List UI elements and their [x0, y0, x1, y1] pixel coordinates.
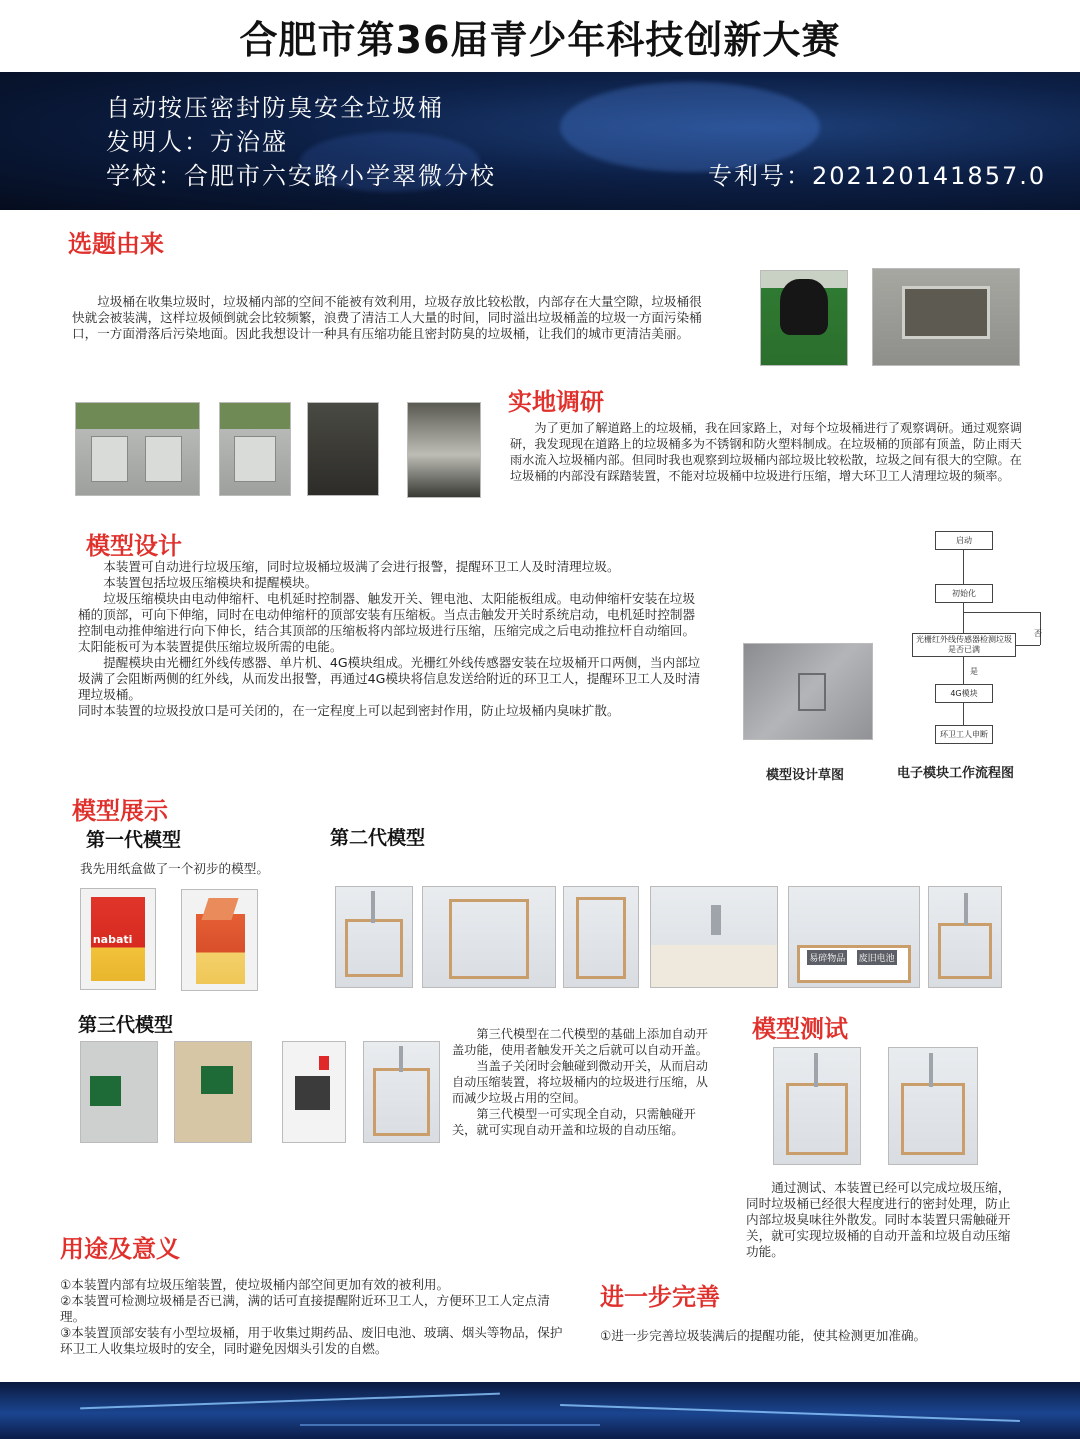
- photo-design-sketch: [743, 643, 873, 740]
- section-heading-testing: 模型测试: [752, 1015, 848, 1043]
- caption-flowchart: 电子模块工作流程图: [897, 766, 1015, 781]
- photo-gen2-1: [335, 886, 413, 988]
- design-text: [78, 559, 706, 719]
- testing-text: [746, 1180, 1014, 1260]
- flow-init: 初始化: [935, 584, 993, 603]
- photo-gen2-5: [788, 886, 920, 988]
- inventor: 发明人：方治盛: [106, 128, 288, 156]
- photo-street-bins: [75, 402, 200, 496]
- photo-gen2-3: [563, 886, 639, 988]
- gen1-heading: 第一代模型: [86, 829, 182, 851]
- gen3-heading: 第三代模型: [78, 1014, 174, 1036]
- design-paragraph: 本装置可自动进行垃圾压缩，同时垃圾桶垃圾满了会进行报警，提醒环卫工人及时清理垃圾。: [103, 559, 620, 574]
- school: 学校：合肥市六安路小学翠微分校: [106, 162, 496, 190]
- flow-notify: 环卫工人申断: [935, 725, 993, 744]
- header-banner: [0, 72, 1080, 210]
- section-heading-improvement: 进一步完善: [600, 1283, 720, 1311]
- flow-4g-module: 4G模块: [935, 684, 993, 703]
- project-name: 自动按压密封防臭安全垃圾桶: [106, 94, 444, 122]
- photo-gen1-box: [80, 888, 156, 990]
- photo-gen2-4: [650, 886, 778, 988]
- photo-test-2: [888, 1047, 978, 1165]
- gen1-text: 我先用纸盒做了一个初步的模型。: [80, 861, 269, 876]
- photo-bin-inside: [307, 402, 379, 496]
- photo-steel-bin: [872, 268, 1020, 366]
- photo-street-bin-2: [219, 402, 291, 496]
- photo-label-fragile: 易碎物品: [807, 950, 847, 965]
- photo-gen3-3: [282, 1041, 346, 1143]
- caption-sketch: 模型设计草图: [766, 768, 845, 783]
- flow-check: 光栅红外线传感器检测垃圾是否已满: [912, 633, 1016, 657]
- flow-start: 启动: [935, 531, 993, 550]
- usage-item: ①本装置内部有垃圾压缩装置，使垃圾桶内部空间更加有效的被利用。: [60, 1277, 450, 1292]
- gen3-paragraph: 第三代模型在二代模型的基础上添加自动开盖功能，使用者触发开关之后就可以自动开盖。: [452, 1027, 708, 1057]
- survey-paragraph: 为了更加了解道路上的垃圾桶，我在回家路上，对每个垃圾桶进行了观察调研。通过观察调研，我发现现在道路上的垃圾桶多为不锈钢和防火塑料制成。在垃圾桶的顶部有顶盖，防止雨天雨水流入垃圾桶内部。但同时我也观察到垃圾桶内部垃圾比较松散，垃圾之间有很大的空隙。在垃圾桶的内部没有踩踏装置，不能对垃圾桶中垃圾进行压缩，增大环卫工人清理垃圾的频率。: [510, 421, 1022, 483]
- origin-text: [72, 294, 702, 342]
- patent-number: 专利号：202120141857.0: [708, 162, 1047, 190]
- gen2-heading: 第二代模型: [330, 827, 426, 849]
- usage-item: ②本装置可检测垃圾桶是否已满，满的话可直接提醒附近环卫工人，方便环卫工人定点清理。: [60, 1293, 550, 1324]
- usage-list: [60, 1277, 564, 1357]
- design-paragraph: 本装置包括垃圾压缩模块和提醒模块。: [103, 575, 318, 590]
- poster-title: 合肥市第36届青少年科技创新大赛: [239, 18, 841, 62]
- footer-banner: [0, 1382, 1080, 1439]
- usage-item: ③本装置顶部安装有小型垃圾桶，用于收集过期药品、废旧电池、玻璃、烟头等物品，保护环卫工人收集垃圾时的安全，同时避免因烟头引发的自燃。: [60, 1325, 563, 1356]
- section-heading-origin: 选题由来: [68, 230, 164, 258]
- photo-gen1-box-open: [181, 889, 258, 991]
- survey-text: [510, 420, 1030, 484]
- flow-yes-label: 是: [970, 667, 978, 676]
- photo-green-bin: [760, 270, 848, 366]
- photo-test-1: [773, 1047, 861, 1165]
- photo-label-battery: 废旧电池: [857, 950, 897, 965]
- design-paragraph: 同时本装置的垃圾投放口是可关闭的，在一定程度上可以起到密封作用，防止垃圾桶内臭味扩散。: [78, 703, 620, 718]
- section-heading-survey: 实地调研: [508, 388, 604, 416]
- flow-no-label: 否: [1034, 629, 1042, 638]
- improvement-text: [600, 1328, 1020, 1344]
- origin-paragraph: 垃圾桶在收集垃圾时，垃圾桶内部的空间不能被有效利用，垃圾存放比较松散，内部存在大量空隙，垃圾桶很快就会被装满，这样垃圾倾倒就会比较频繁，浪费了清洁工人大量的时间，同时溢出垃圾桶盖的垃圾一方面污染桶口，一方面滑落后污染地面。因此我想设计一种具有压缩功能且密封防臭的垃圾桶，让我们的城市更清洁美丽。: [72, 294, 702, 341]
- photo-gen2-2: [422, 886, 556, 988]
- testing-paragraph: 通过测试、本装置已经可以完成垃圾压缩，同时垃圾桶已经很大程度进行的密封处理，防止内部垃圾臭味往外散发。同时本装置只需触碰开关，就可实现垃圾桶的自动开盖和垃圾自动压缩功能。: [746, 1180, 1011, 1259]
- design-paragraph: 提醒模块由光栅红外线传感器、单片机、4G模块组成。光栅红外线传感器安装在垃圾桶开口两侧，当内部垃圾满了会阻断两侧的红外线，从而发出报警，再通过4G模块将信息发送给附近的环卫工人，提醒环卫工人及时清理垃圾桶。: [78, 655, 701, 702]
- section-heading-usage: 用途及意义: [60, 1235, 180, 1263]
- section-heading-showcase: 模型展示: [72, 797, 168, 825]
- photo-bin-inside-2: [407, 402, 481, 498]
- gen3-paragraph: 当盖子关闭时会触碰到微动开关，从而启动自动压缩装置，将垃圾桶内的垃圾进行压缩，从而减少垃圾占用的空间。: [452, 1059, 708, 1105]
- photo-gen3-2: [174, 1041, 252, 1143]
- box-brand: nabati: [92, 933, 133, 946]
- gen3-paragraph: 第三代模型一可实现全自动，只需触碰开关，就可实现自动开盖和垃圾的自动压缩。: [452, 1107, 696, 1137]
- photo-gen3-4: [363, 1041, 440, 1143]
- section-heading-design: 模型设计: [86, 532, 182, 560]
- gen3-text: [452, 1026, 720, 1138]
- photo-gen2-6: [928, 886, 1002, 988]
- improvement-paragraph: ①进一步完善垃圾装满后的提醒功能，使其检测更加准确。: [600, 1328, 927, 1343]
- photo-gen3-1: [80, 1041, 158, 1143]
- design-paragraph: 垃圾压缩模块由电动伸缩杆、电机延时控制器、触发开关、锂电池、太阳能板组成。电动伸缩杆安装在垃圾桶的顶部，可向下伸缩，同时在电动伸缩杆的顶部安装有压缩板。当点击触发开关时系统启动，电机延时控制器控制电动推伸缩进行向下伸长，结合其顶部的压缩板将内部垃圾进行压缩，压缩完成之后电动推拉杆自动缩回。太阳能板可为本装置提供压缩垃圾所需的电能。: [78, 591, 696, 654]
